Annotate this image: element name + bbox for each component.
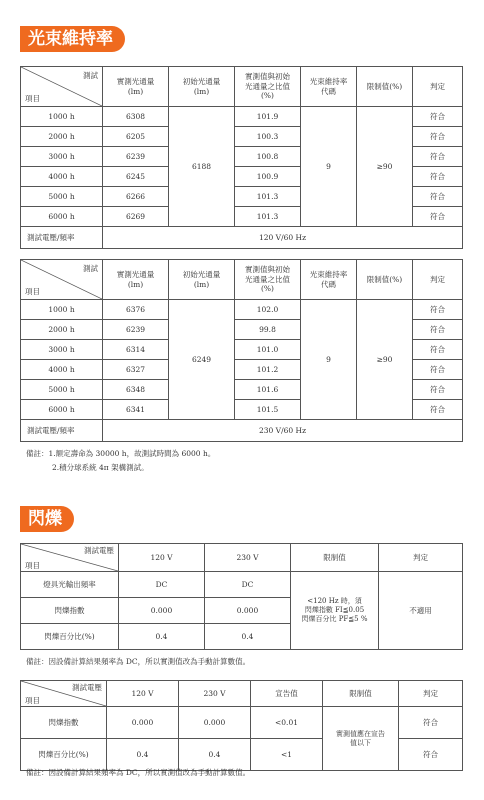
row-judge: 符合 xyxy=(413,360,463,380)
row-ratio: 101.9 xyxy=(235,107,301,127)
maintenance-code-value: 9 xyxy=(301,300,357,420)
table-row xyxy=(21,707,463,739)
header-initial-flux: 初始光通量 (lm) xyxy=(169,67,235,107)
header-120v: 120 V xyxy=(107,681,179,707)
row-judge: 符合 xyxy=(413,127,463,147)
header-initial-flux: 初始光通量 (lm) xyxy=(169,260,235,300)
row-item: 5000 h xyxy=(21,380,103,400)
test-voltage-label: 測試電壓/頻率 xyxy=(21,227,103,249)
row-measured: 6239 xyxy=(103,320,169,340)
row-judge: 符合 xyxy=(413,320,463,340)
header-limit: 限制值(%) xyxy=(357,260,413,300)
row-judge: 符合 xyxy=(413,207,463,227)
header-limit: 限制值 xyxy=(291,544,379,572)
lumen-maintenance-note-1: 備註：1.額定壽命為 30000 h，故測試時間為 6000 h。 xyxy=(26,449,216,458)
maintenance-code-value: 9 xyxy=(301,107,357,227)
lumen-maintenance-table-120v xyxy=(20,66,463,249)
row-judge: 符合 xyxy=(413,380,463,400)
row-judge: 符合 xyxy=(399,739,463,771)
flicker-table-2 xyxy=(20,680,463,771)
table-row xyxy=(21,107,463,127)
row-judge: 符合 xyxy=(413,187,463,207)
row-item: 閃爍指數 xyxy=(21,598,119,624)
row-measured: 6245 xyxy=(103,167,169,187)
header-declared: 宣告值 xyxy=(251,681,323,707)
lumen-maintenance-note-2: 2.積分球系統 4π 架構測試。 xyxy=(52,463,149,472)
row-230v: 0.4 xyxy=(205,624,291,650)
initial-flux-value: 6249 xyxy=(169,300,235,420)
row-ratio: 101.5 xyxy=(235,400,301,420)
row-item: 2000 h xyxy=(21,320,103,340)
row-declared: <1 xyxy=(251,739,323,771)
lumen-maintenance-table-230v xyxy=(20,259,463,442)
corner-header-cell xyxy=(21,681,107,707)
row-120v: 0.000 xyxy=(107,707,179,739)
row-ratio: 101.2 xyxy=(235,360,301,380)
corner-header-cell xyxy=(21,260,103,300)
row-judge: 符合 xyxy=(413,340,463,360)
row-ratio: 101.0 xyxy=(235,340,301,360)
limit-value: ≥90 xyxy=(357,107,413,227)
header-ratio: 實測值與初始 光通量之比值 (%) xyxy=(235,67,301,107)
row-ratio: 101.3 xyxy=(235,207,301,227)
row-ratio: 102.0 xyxy=(235,300,301,320)
row-ratio: 100.8 xyxy=(235,147,301,167)
section-title-lumen-maintenance: 光束維持率 xyxy=(20,26,125,52)
row-item: 3000 h xyxy=(21,340,103,360)
row-item: 4000 h xyxy=(21,360,103,380)
flicker-table-1 xyxy=(20,543,463,650)
row-item: 6000 h xyxy=(21,400,103,420)
row-measured: 6341 xyxy=(103,400,169,420)
header-judgement: 判定 xyxy=(399,681,463,707)
row-ratio: 100.9 xyxy=(235,167,301,187)
row-120v: DC xyxy=(119,572,205,598)
initial-flux-value: 6188 xyxy=(169,107,235,227)
row-measured: 6376 xyxy=(103,300,169,320)
corner-header-cell xyxy=(21,67,103,107)
row-item: 4000 h xyxy=(21,167,103,187)
row-ratio: 101.6 xyxy=(235,380,301,400)
row-230v: 0.4 xyxy=(179,739,251,771)
row-item: 1000 h xyxy=(21,107,103,127)
header-judgement: 判定 xyxy=(413,260,463,300)
row-ratio: 100.3 xyxy=(235,127,301,147)
row-item: 5000 h xyxy=(21,187,103,207)
row-judge: 符合 xyxy=(413,300,463,320)
header-judgement: 判定 xyxy=(379,544,463,572)
corner-header-test: 測試 xyxy=(83,71,98,80)
row-item: 2000 h xyxy=(21,127,103,147)
row-measured: 6239 xyxy=(103,147,169,167)
row-120v: 0.4 xyxy=(107,739,179,771)
header-measured-flux: 實測光通量 (lm) xyxy=(103,67,169,107)
row-judge: 符合 xyxy=(413,147,463,167)
header-maintenance-code: 光束維持率 代碼 xyxy=(301,67,357,107)
section-title-flicker: 閃爍 xyxy=(20,506,74,532)
header-120v: 120 V xyxy=(119,544,205,572)
row-measured: 6348 xyxy=(103,380,169,400)
row-judge: 符合 xyxy=(413,400,463,420)
row-measured: 6269 xyxy=(103,207,169,227)
header-maintenance-code: 光束維持率 代碼 xyxy=(301,260,357,300)
header-judgement: 判定 xyxy=(413,67,463,107)
row-120v: 0.000 xyxy=(119,598,205,624)
header-limit: 限制值(%) xyxy=(357,67,413,107)
corner-header-voltage: 測試電壓 xyxy=(72,683,102,692)
corner-header-voltage: 測試電壓 xyxy=(84,546,114,555)
row-item: 6000 h xyxy=(21,207,103,227)
row-measured: 6266 xyxy=(103,187,169,207)
corner-header-item: 項目 xyxy=(25,93,40,103)
test-voltage-label: 測試電壓/頻率 xyxy=(21,420,103,442)
table-row xyxy=(21,300,463,320)
row-measured: 6314 xyxy=(103,340,169,360)
row-declared: <0.01 xyxy=(251,707,323,739)
corner-header-item: 項目 xyxy=(25,560,40,570)
row-judge: 符合 xyxy=(399,707,463,739)
corner-header-test: 測試 xyxy=(83,264,98,273)
row-ratio: 101.3 xyxy=(235,187,301,207)
row-item: 1000 h xyxy=(21,300,103,320)
limit-value: 實測值應在宣告 值以下 xyxy=(323,707,399,771)
header-ratio: 實測值與初始 光通量之比值 (%) xyxy=(235,260,301,300)
row-judge: 符合 xyxy=(413,107,463,127)
row-item: 閃爍指數 xyxy=(21,707,107,739)
row-measured: 6308 xyxy=(103,107,169,127)
corner-header-item: 項目 xyxy=(25,695,40,705)
header-limit: 限制值 xyxy=(323,681,399,707)
row-judge: 符合 xyxy=(413,167,463,187)
row-measured: 6327 xyxy=(103,360,169,380)
row-230v: 0.000 xyxy=(179,707,251,739)
header-measured-flux: 實測光通量 (lm) xyxy=(103,260,169,300)
corner-header-item: 項目 xyxy=(25,286,40,296)
test-voltage-value: 120 V/60 Hz xyxy=(103,227,463,249)
row-item: 閃爍百分比(%) xyxy=(21,624,119,650)
table-row xyxy=(21,572,463,598)
row-230v: 0.000 xyxy=(205,598,291,624)
limit-value: <120 Hz 時，須 閃爍指數 FI≦0.05 閃爍百分比 PF≦5 % xyxy=(291,572,379,650)
judgement-value: 不適用 xyxy=(379,572,463,650)
test-voltage-value: 230 V/60 Hz xyxy=(103,420,463,442)
header-230v: 230 V xyxy=(205,544,291,572)
row-230v: DC xyxy=(205,572,291,598)
row-ratio: 99.8 xyxy=(235,320,301,340)
corner-header-cell xyxy=(21,544,119,572)
header-230v: 230 V xyxy=(179,681,251,707)
limit-value: ≥90 xyxy=(357,300,413,420)
flicker-note-2: 備註：因設備計算結果頻率為 DC，所以實測值改為手動計算數值。 xyxy=(26,768,251,777)
flicker-note-1: 備註：因設備計算結果頻率為 DC，所以實測值改為手動計算數值。 xyxy=(26,657,251,666)
row-item: 3000 h xyxy=(21,147,103,167)
row-120v: 0.4 xyxy=(119,624,205,650)
row-measured: 6205 xyxy=(103,127,169,147)
row-item: 燈具光輸出頻率 xyxy=(21,572,119,598)
row-item: 閃爍百分比(%) xyxy=(21,739,107,771)
